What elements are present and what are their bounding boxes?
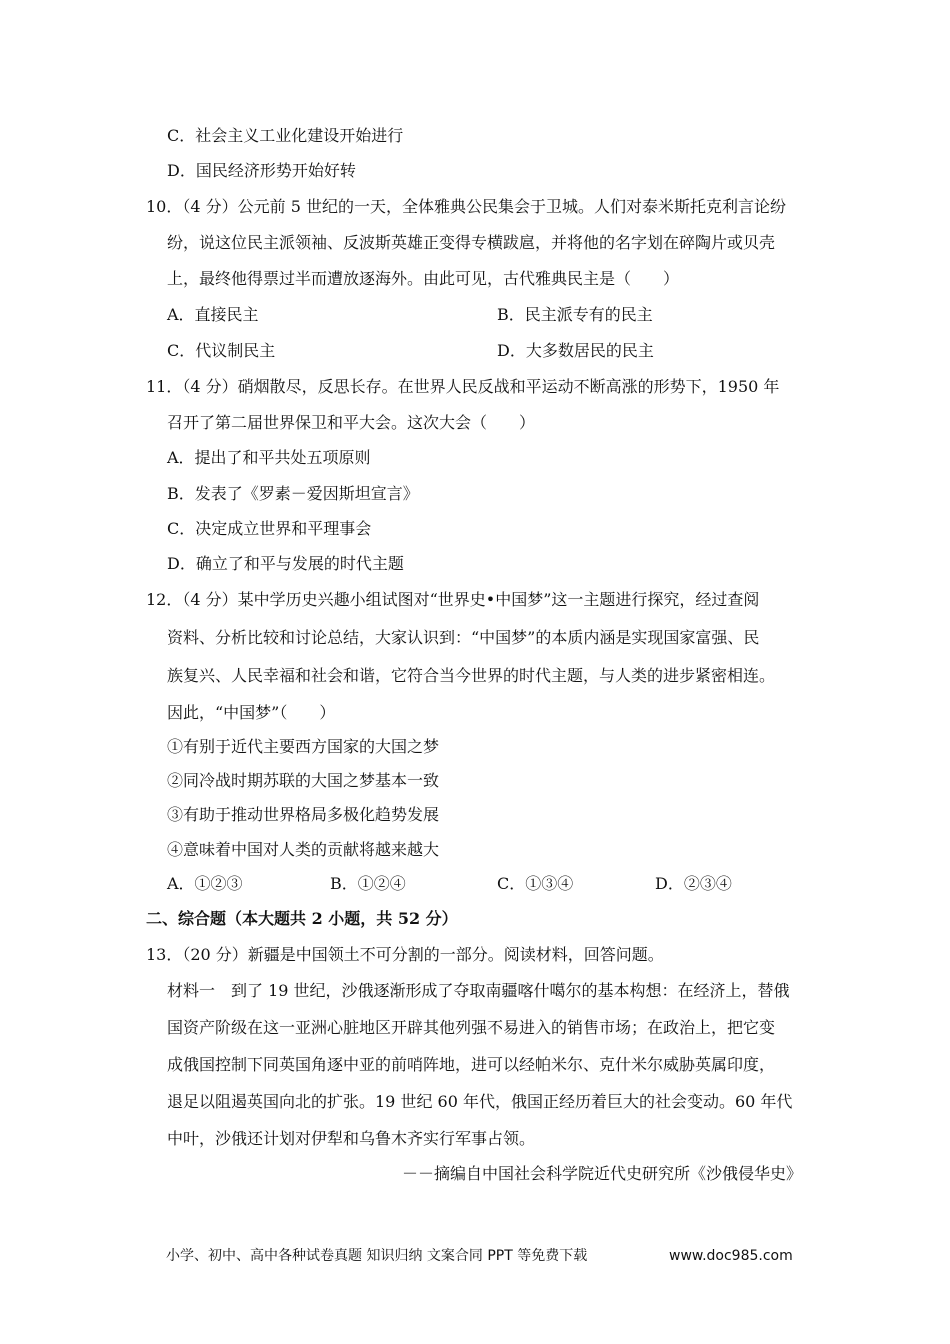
q10-option-d: D．大多数居民的民主 [497,341,654,360]
footer-url-link[interactable]: www.doc985.com [669,1248,793,1264]
q11-option-b: B．发表了《罗素－爱因斯坦宣言》 [167,484,419,503]
q12-option-d: D．②③④ [655,874,732,893]
q10-option-b: B．民主派专有的民主 [497,305,653,324]
q12-option-a: A．①②③ [167,874,243,893]
q9-option-c: C．社会主义工业化建设开始进行 [167,126,404,145]
footer-text: 小学、初中、高中各种试卷真题 知识归纳 文案合同 PPT 等免费下载 [166,1248,588,1264]
q11-option-d: D．确立了和平与发展的时代主题 [167,554,404,573]
q10-stem-line: 纷，说这位民主派领袖、反波斯英雄正变得专横跋扈，并将他的名字划在碎陶片或贝壳 [167,233,776,252]
section-heading: 二、综合题（本大题共 2 小题，共 52 分） [146,909,458,928]
q11-option-a: A．提出了和平共处五项原则 [167,448,371,467]
q10-stem-line: 上，最终他得票过半而遭放逐海外。由此可见，古代雅典民主是（ ） [167,269,680,288]
q12-statement-2: ②同冷战时期苏联的大国之梦基本一致 [167,771,440,790]
q12-statement-4: ④意味着中国对人类的贡献将越来越大 [167,840,440,859]
q11-stem-line: 召开了第二届世界保卫和平大会。这次大会（ ） [167,413,536,432]
q11-stem-line: 11．（4 分）硝烟散尽，反思长存。在世界人民反战和平运动不断高涨的形势下，1950 年 [146,377,780,396]
q13-material-line: 国资产阶级在这一亚洲心脏地区开辟其他列强不易进入的销售市场；在政治上，把它变 [167,1018,776,1037]
q10-stem-line: 10．（4 分）公元前 5 世纪的一天，全体雅典公民集会于卫城。人们对泰米斯托克利言论纷 [146,197,786,216]
q13-material-line: 中叶，沙俄还计划对伊犁和乌鲁木齐实行军事占领。 [167,1129,536,1148]
q12-statement-1: ①有别于近代主要西方国家的大国之梦 [167,737,440,756]
q13-material-line: 退足以阻遏英国向北的扩张。19 世纪 60 年代，俄国正经历着巨大的社会变动。60 年代 [167,1092,793,1111]
q10-option-c: C．代议制民主 [167,341,276,360]
q9-option-d: D．国民经济形势开始好转 [167,161,356,180]
q12-stem-line: 资料、分析比较和讨论总结，大家认识到：“中国梦”的本质内涵是实现国家富强、民 [167,628,760,647]
q12-option-c: C．①③④ [497,874,574,893]
q13-material-line: 材料一 到了 19 世纪，沙俄逐渐形成了夺取南疆喀什噶尔的基本构想：在经济上，替俄 [167,981,790,1000]
q12-stem-line: 族复兴、人民幸福和社会和谐，它符合当今世界的时代主题，与人类的进步紧密相连。 [167,666,776,685]
q13-material-line: 成俄国控制下同英国角逐中亚的前哨阵地，进可以经帕米尔、克什米尔威胁英属印度， [167,1055,776,1074]
q13-source-citation: －－摘编自中国社会科学院近代史研究所《沙俄侵华史》 [401,1164,802,1183]
q13-stem-line: 13．（20 分）新疆是中国领土不可分割的一部分。阅读材料，回答问题。 [146,945,664,964]
q12-stem-line: 12．（4 分）某中学历史兴趣小组试图对“世界史•中国梦”这一主题进行探究，经过查阅 [146,590,760,609]
q12-stem-line: 因此，“中国梦”（ ） [167,703,336,722]
q11-option-c: C．决定成立世界和平理事会 [167,519,372,538]
q12-option-b: B．①②④ [330,874,406,893]
q10-option-a: A．直接民主 [167,305,259,324]
q12-statement-3: ③有助于推动世界格局多极化趋势发展 [167,805,440,824]
